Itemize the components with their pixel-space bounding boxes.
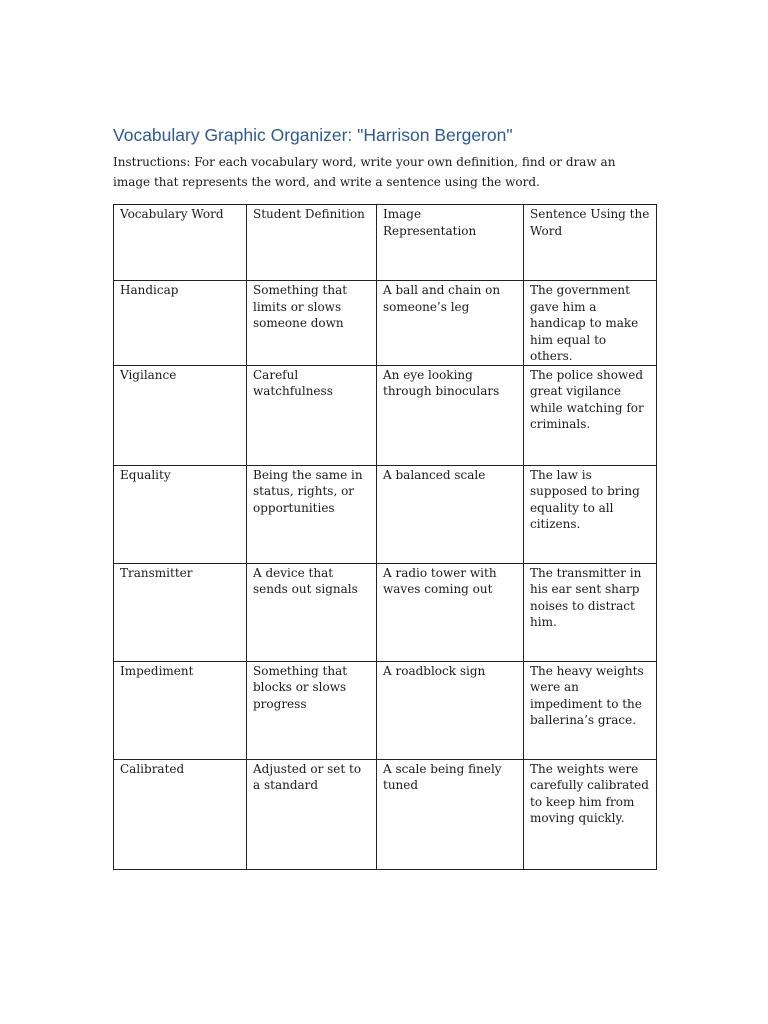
- table-row: [114, 661, 657, 759]
- cell-word: Impediment: [114, 661, 247, 759]
- instructions-text: Instructions: For each vocabulary word, write your own definition, find or draw an image that represents the word, and write a sentence using the word.: [113, 155, 616, 189]
- cell-word: Handicap: [114, 281, 247, 366]
- cell-sentence: The heavy weights were an impediment to the ballerina’s grace.: [524, 661, 657, 759]
- cell-definition: Something that limits or slows someone down: [247, 281, 377, 366]
- table-header-row: [114, 205, 657, 281]
- table-row: [114, 465, 657, 563]
- header-vocabulary-word: Vocabulary Word: [114, 205, 247, 281]
- cell-sentence: The weights were carefully calibrated to keep him from moving quickly.: [524, 759, 657, 869]
- cell-image: An eye looking through binoculars: [377, 365, 524, 465]
- header-student-definition: Student Definition: [247, 205, 377, 281]
- cell-image: A scale being finely tuned: [377, 759, 524, 869]
- table-row: [114, 281, 657, 366]
- document-page: [113, 124, 656, 870]
- cell-definition: Careful watchfulness: [247, 365, 377, 465]
- table-row: [114, 759, 657, 869]
- cell-sentence: The police showed great vigilance while watching for criminals.: [524, 365, 657, 465]
- cell-word: Vigilance: [114, 365, 247, 465]
- cell-definition: Being the same in status, rights, or opportunities: [247, 465, 377, 563]
- document-title: Vocabulary Graphic Organizer: "Harrison Bergeron": [113, 125, 513, 145]
- table-row: [114, 365, 657, 465]
- cell-word: Equality: [114, 465, 247, 563]
- header-sentence: Sentence Using the Word: [524, 205, 657, 281]
- cell-sentence: The transmitter in his ear sent sharp noises to distract him.: [524, 563, 657, 661]
- cell-image: A roadblock sign: [377, 661, 524, 759]
- cell-image: A balanced scale: [377, 465, 524, 563]
- cell-sentence: The law is supposed to bring equality to all citizens.: [524, 465, 657, 563]
- cell-word: Calibrated: [114, 759, 247, 869]
- cell-word: Transmitter: [114, 563, 247, 661]
- cell-image: A ball and chain on someone’s leg: [377, 281, 524, 366]
- cell-definition: Adjusted or set to a standard: [247, 759, 377, 869]
- cell-image: A radio tower with waves coming out: [377, 563, 524, 661]
- table-row: [114, 563, 657, 661]
- header-image-representation: Image Representation: [377, 205, 524, 281]
- vocabulary-table: [113, 204, 657, 870]
- cell-sentence: The government gave him a handicap to make him equal to others.: [524, 281, 657, 366]
- cell-definition: Something that blocks or slows progress: [247, 661, 377, 759]
- cell-definition: A device that sends out signals: [247, 563, 377, 661]
